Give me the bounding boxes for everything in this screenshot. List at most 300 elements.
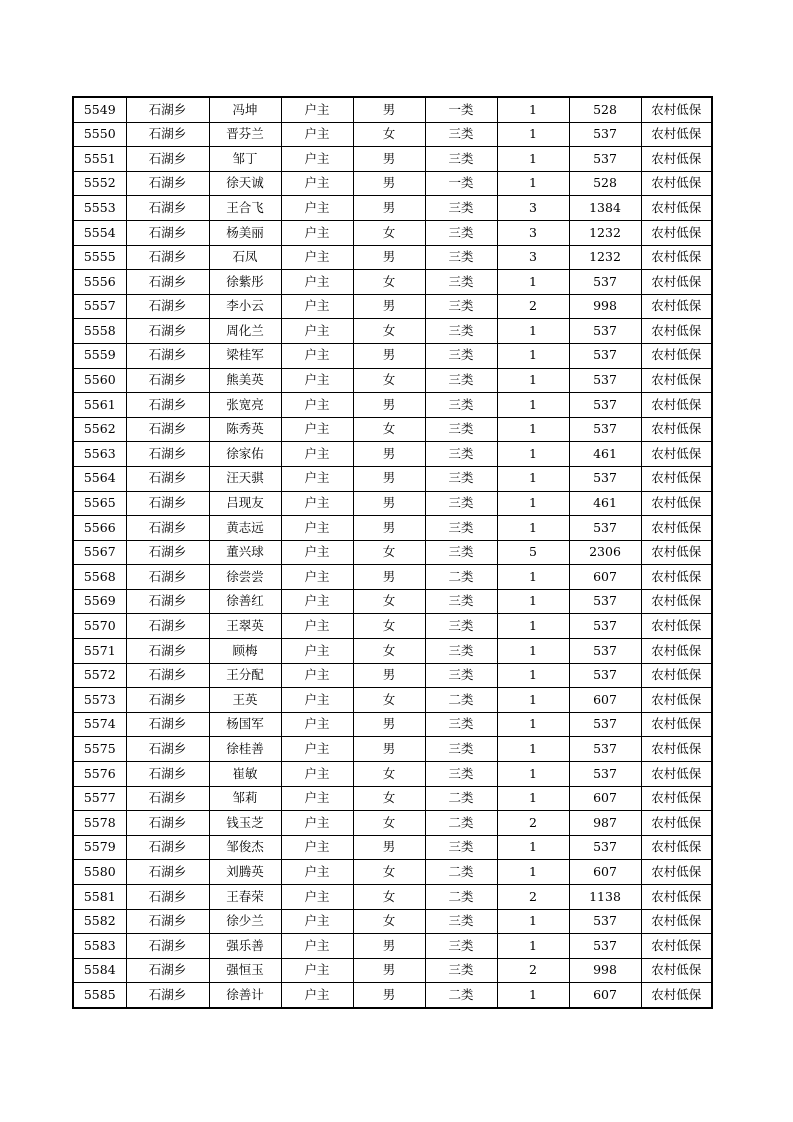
table-row [73, 270, 712, 295]
row-number-cell: 5573 [73, 688, 126, 713]
category-cell: 二类 [425, 885, 497, 910]
township-cell: 石湖乡 [126, 220, 209, 245]
gender-cell: 男 [353, 343, 425, 368]
row-number-cell: 5578 [73, 811, 126, 836]
row-number-cell: 5553 [73, 196, 126, 221]
name-cell: 强恒玉 [209, 958, 281, 983]
household-size-cell: 3 [497, 220, 569, 245]
table-row [73, 122, 712, 147]
relation-cell: 户主 [281, 983, 353, 1008]
household-size-cell: 1 [497, 762, 569, 787]
row-number-cell: 5567 [73, 540, 126, 565]
category-cell: 二类 [425, 860, 497, 885]
category-cell: 三类 [425, 934, 497, 959]
program-cell: 农村低保 [641, 934, 712, 959]
amount-cell: 537 [569, 343, 641, 368]
row-number-cell: 5555 [73, 245, 126, 270]
name-cell: 刘腾英 [209, 860, 281, 885]
township-cell: 石湖乡 [126, 319, 209, 344]
table-row [73, 663, 712, 688]
gender-cell: 男 [353, 663, 425, 688]
household-size-cell: 1 [497, 983, 569, 1008]
table-row [73, 762, 712, 787]
household-size-cell: 1 [497, 122, 569, 147]
category-cell: 二类 [425, 811, 497, 836]
township-cell: 石湖乡 [126, 516, 209, 541]
name-cell: 邹丁 [209, 147, 281, 172]
row-number-cell: 5568 [73, 565, 126, 590]
relation-cell: 户主 [281, 516, 353, 541]
amount-cell: 537 [569, 270, 641, 295]
name-cell: 邹莉 [209, 786, 281, 811]
township-cell: 石湖乡 [126, 639, 209, 664]
name-cell: 冯坤 [209, 97, 281, 122]
name-cell: 崔敏 [209, 762, 281, 787]
household-size-cell: 5 [497, 540, 569, 565]
amount-cell: 1232 [569, 220, 641, 245]
category-cell: 二类 [425, 983, 497, 1008]
gender-cell: 男 [353, 983, 425, 1008]
amount-cell: 1384 [569, 196, 641, 221]
relation-cell: 户主 [281, 565, 353, 590]
program-cell: 农村低保 [641, 122, 712, 147]
row-number-cell: 5552 [73, 171, 126, 196]
name-cell: 徐少兰 [209, 909, 281, 934]
program-cell: 农村低保 [641, 220, 712, 245]
category-cell: 三类 [425, 589, 497, 614]
household-size-cell: 1 [497, 688, 569, 713]
program-cell: 农村低保 [641, 811, 712, 836]
household-size-cell: 2 [497, 958, 569, 983]
gender-cell: 女 [353, 270, 425, 295]
amount-cell: 537 [569, 147, 641, 172]
household-size-cell: 1 [497, 171, 569, 196]
township-cell: 石湖乡 [126, 712, 209, 737]
township-cell: 石湖乡 [126, 958, 209, 983]
category-cell: 三类 [425, 319, 497, 344]
program-cell: 农村低保 [641, 860, 712, 885]
amount-cell: 537 [569, 663, 641, 688]
program-cell: 农村低保 [641, 343, 712, 368]
gender-cell: 男 [353, 835, 425, 860]
program-cell: 农村低保 [641, 97, 712, 122]
township-cell: 石湖乡 [126, 934, 209, 959]
category-cell: 三类 [425, 393, 497, 418]
row-number-cell: 5583 [73, 934, 126, 959]
name-cell: 顾梅 [209, 639, 281, 664]
amount-cell: 537 [569, 589, 641, 614]
household-size-cell: 1 [497, 516, 569, 541]
name-cell: 王翠英 [209, 614, 281, 639]
category-cell: 三类 [425, 639, 497, 664]
relation-cell: 户主 [281, 491, 353, 516]
amount-cell: 607 [569, 860, 641, 885]
township-cell: 石湖乡 [126, 491, 209, 516]
table-row [73, 171, 712, 196]
gender-cell: 男 [353, 565, 425, 590]
name-cell: 王分配 [209, 663, 281, 688]
amount-cell: 537 [569, 417, 641, 442]
township-cell: 石湖乡 [126, 294, 209, 319]
township-cell: 石湖乡 [126, 196, 209, 221]
program-cell: 农村低保 [641, 885, 712, 910]
row-number-cell: 5575 [73, 737, 126, 762]
household-size-cell: 1 [497, 270, 569, 295]
township-cell: 石湖乡 [126, 270, 209, 295]
relation-cell: 户主 [281, 97, 353, 122]
relation-cell: 户主 [281, 245, 353, 270]
table-row [73, 811, 712, 836]
amount-cell: 528 [569, 171, 641, 196]
table-row [73, 958, 712, 983]
name-cell: 徐桂善 [209, 737, 281, 762]
household-size-cell: 1 [497, 147, 569, 172]
category-cell: 三类 [425, 909, 497, 934]
township-cell: 石湖乡 [126, 589, 209, 614]
name-cell: 晋芬兰 [209, 122, 281, 147]
row-number-cell: 5559 [73, 343, 126, 368]
township-cell: 石湖乡 [126, 811, 209, 836]
township-cell: 石湖乡 [126, 147, 209, 172]
row-number-cell: 5582 [73, 909, 126, 934]
township-cell: 石湖乡 [126, 343, 209, 368]
name-cell: 徐善计 [209, 983, 281, 1008]
table-row [73, 516, 712, 541]
relation-cell: 户主 [281, 368, 353, 393]
township-cell: 石湖乡 [126, 663, 209, 688]
category-cell: 三类 [425, 663, 497, 688]
gender-cell: 男 [353, 147, 425, 172]
roster-body [73, 97, 712, 1008]
table-row [73, 737, 712, 762]
category-cell: 三类 [425, 712, 497, 737]
household-size-cell: 1 [497, 442, 569, 467]
relation-cell: 户主 [281, 442, 353, 467]
household-size-cell: 1 [497, 860, 569, 885]
household-size-cell: 3 [497, 196, 569, 221]
name-cell: 张宽亮 [209, 393, 281, 418]
relation-cell: 户主 [281, 147, 353, 172]
row-number-cell: 5566 [73, 516, 126, 541]
program-cell: 农村低保 [641, 196, 712, 221]
name-cell: 李小云 [209, 294, 281, 319]
table-row [73, 835, 712, 860]
row-number-cell: 5584 [73, 958, 126, 983]
gender-cell: 男 [353, 712, 425, 737]
relation-cell: 户主 [281, 663, 353, 688]
program-cell: 农村低保 [641, 147, 712, 172]
township-cell: 石湖乡 [126, 540, 209, 565]
township-cell: 石湖乡 [126, 885, 209, 910]
category-cell: 三类 [425, 294, 497, 319]
category-cell: 三类 [425, 516, 497, 541]
row-number-cell: 5579 [73, 835, 126, 860]
row-number-cell: 5550 [73, 122, 126, 147]
amount-cell: 607 [569, 565, 641, 590]
category-cell: 三类 [425, 270, 497, 295]
relation-cell: 户主 [281, 393, 353, 418]
amount-cell: 537 [569, 516, 641, 541]
program-cell: 农村低保 [641, 393, 712, 418]
category-cell: 二类 [425, 688, 497, 713]
name-cell: 石凤 [209, 245, 281, 270]
township-cell: 石湖乡 [126, 97, 209, 122]
township-cell: 石湖乡 [126, 786, 209, 811]
relation-cell: 户主 [281, 639, 353, 664]
table-row [73, 220, 712, 245]
row-number-cell: 5554 [73, 220, 126, 245]
table-row [73, 147, 712, 172]
table-row [73, 466, 712, 491]
program-cell: 农村低保 [641, 663, 712, 688]
row-number-cell: 5562 [73, 417, 126, 442]
household-size-cell: 1 [497, 343, 569, 368]
amount-cell: 528 [569, 97, 641, 122]
household-size-cell: 1 [497, 491, 569, 516]
relation-cell: 户主 [281, 712, 353, 737]
township-cell: 石湖乡 [126, 983, 209, 1008]
gender-cell: 女 [353, 762, 425, 787]
row-number-cell: 5571 [73, 639, 126, 664]
table-row [73, 860, 712, 885]
name-cell: 邹俊杰 [209, 835, 281, 860]
table-row [73, 934, 712, 959]
table-row [73, 540, 712, 565]
program-cell: 农村低保 [641, 319, 712, 344]
category-cell: 三类 [425, 220, 497, 245]
name-cell: 熊美英 [209, 368, 281, 393]
gender-cell: 男 [353, 737, 425, 762]
township-cell: 石湖乡 [126, 122, 209, 147]
category-cell: 三类 [425, 762, 497, 787]
name-cell: 黄志远 [209, 516, 281, 541]
gender-cell: 女 [353, 540, 425, 565]
program-cell: 农村低保 [641, 835, 712, 860]
gender-cell: 男 [353, 516, 425, 541]
program-cell: 农村低保 [641, 909, 712, 934]
township-cell: 石湖乡 [126, 442, 209, 467]
gender-cell: 女 [353, 885, 425, 910]
name-cell: 徐善红 [209, 589, 281, 614]
name-cell: 王春荣 [209, 885, 281, 910]
table-row [73, 417, 712, 442]
table-row [73, 393, 712, 418]
gender-cell: 男 [353, 196, 425, 221]
category-cell: 三类 [425, 835, 497, 860]
relation-cell: 户主 [281, 762, 353, 787]
relation-cell: 户主 [281, 319, 353, 344]
household-size-cell: 1 [497, 368, 569, 393]
program-cell: 农村低保 [641, 294, 712, 319]
relation-cell: 户主 [281, 688, 353, 713]
category-cell: 三类 [425, 417, 497, 442]
gender-cell: 男 [353, 934, 425, 959]
name-cell: 王英 [209, 688, 281, 713]
name-cell: 徐天诚 [209, 171, 281, 196]
row-number-cell: 5549 [73, 97, 126, 122]
category-cell: 三类 [425, 614, 497, 639]
gender-cell: 男 [353, 245, 425, 270]
row-number-cell: 5560 [73, 368, 126, 393]
amount-cell: 537 [569, 934, 641, 959]
name-cell: 吕现友 [209, 491, 281, 516]
row-number-cell: 5564 [73, 466, 126, 491]
table-row [73, 343, 712, 368]
relation-cell: 户主 [281, 343, 353, 368]
name-cell: 董兴球 [209, 540, 281, 565]
program-cell: 农村低保 [641, 466, 712, 491]
name-cell: 杨国军 [209, 712, 281, 737]
amount-cell: 2306 [569, 540, 641, 565]
relation-cell: 户主 [281, 220, 353, 245]
category-cell: 三类 [425, 343, 497, 368]
gender-cell: 女 [353, 417, 425, 442]
table-row [73, 786, 712, 811]
amount-cell: 537 [569, 466, 641, 491]
township-cell: 石湖乡 [126, 565, 209, 590]
gender-cell: 男 [353, 466, 425, 491]
row-number-cell: 5557 [73, 294, 126, 319]
table-row [73, 614, 712, 639]
program-cell: 农村低保 [641, 983, 712, 1008]
amount-cell: 998 [569, 294, 641, 319]
row-number-cell: 5570 [73, 614, 126, 639]
name-cell: 杨美丽 [209, 220, 281, 245]
program-cell: 农村低保 [641, 958, 712, 983]
township-cell: 石湖乡 [126, 835, 209, 860]
program-cell: 农村低保 [641, 614, 712, 639]
gender-cell: 男 [353, 393, 425, 418]
amount-cell: 537 [569, 762, 641, 787]
table-row [73, 983, 712, 1008]
row-number-cell: 5561 [73, 393, 126, 418]
row-number-cell: 5565 [73, 491, 126, 516]
relief-roster-table [72, 96, 713, 1009]
amount-cell: 461 [569, 442, 641, 467]
program-cell: 农村低保 [641, 245, 712, 270]
category-cell: 三类 [425, 737, 497, 762]
amount-cell: 461 [569, 491, 641, 516]
table-row [73, 712, 712, 737]
household-size-cell: 1 [497, 589, 569, 614]
row-number-cell: 5574 [73, 712, 126, 737]
township-cell: 石湖乡 [126, 245, 209, 270]
table-row [73, 196, 712, 221]
relation-cell: 户主 [281, 589, 353, 614]
amount-cell: 537 [569, 393, 641, 418]
program-cell: 农村低保 [641, 762, 712, 787]
table-row [73, 688, 712, 713]
household-size-cell: 1 [497, 934, 569, 959]
category-cell: 一类 [425, 97, 497, 122]
amount-cell: 537 [569, 122, 641, 147]
gender-cell: 女 [353, 688, 425, 713]
gender-cell: 女 [353, 122, 425, 147]
row-number-cell: 5581 [73, 885, 126, 910]
category-cell: 二类 [425, 786, 497, 811]
gender-cell: 女 [353, 589, 425, 614]
row-number-cell: 5556 [73, 270, 126, 295]
relation-cell: 户主 [281, 270, 353, 295]
township-cell: 石湖乡 [126, 614, 209, 639]
household-size-cell: 1 [497, 737, 569, 762]
household-size-cell: 1 [497, 417, 569, 442]
row-number-cell: 5572 [73, 663, 126, 688]
relation-cell: 户主 [281, 540, 353, 565]
name-cell: 徐家佑 [209, 442, 281, 467]
household-size-cell: 1 [497, 466, 569, 491]
gender-cell: 男 [353, 958, 425, 983]
program-cell: 农村低保 [641, 589, 712, 614]
gender-cell: 男 [353, 97, 425, 122]
amount-cell: 1138 [569, 885, 641, 910]
amount-cell: 1232 [569, 245, 641, 270]
program-cell: 农村低保 [641, 688, 712, 713]
township-cell: 石湖乡 [126, 762, 209, 787]
program-cell: 农村低保 [641, 417, 712, 442]
program-cell: 农村低保 [641, 565, 712, 590]
amount-cell: 998 [569, 958, 641, 983]
relation-cell: 户主 [281, 171, 353, 196]
township-cell: 石湖乡 [126, 417, 209, 442]
township-cell: 石湖乡 [126, 909, 209, 934]
program-cell: 农村低保 [641, 786, 712, 811]
gender-cell: 女 [353, 639, 425, 664]
name-cell: 钱玉芝 [209, 811, 281, 836]
gender-cell: 男 [353, 491, 425, 516]
name-cell: 梁桂军 [209, 343, 281, 368]
township-cell: 石湖乡 [126, 860, 209, 885]
household-size-cell: 1 [497, 909, 569, 934]
amount-cell: 537 [569, 639, 641, 664]
township-cell: 石湖乡 [126, 171, 209, 196]
amount-cell: 537 [569, 319, 641, 344]
program-cell: 农村低保 [641, 712, 712, 737]
gender-cell: 女 [353, 368, 425, 393]
amount-cell: 607 [569, 786, 641, 811]
row-number-cell: 5569 [73, 589, 126, 614]
category-cell: 三类 [425, 368, 497, 393]
name-cell: 王合飞 [209, 196, 281, 221]
relation-cell: 户主 [281, 811, 353, 836]
row-number-cell: 5576 [73, 762, 126, 787]
relation-cell: 户主 [281, 466, 353, 491]
row-number-cell: 5580 [73, 860, 126, 885]
program-cell: 农村低保 [641, 442, 712, 467]
household-size-cell: 3 [497, 245, 569, 270]
row-number-cell: 5563 [73, 442, 126, 467]
household-size-cell: 1 [497, 835, 569, 860]
table-row [73, 885, 712, 910]
relation-cell: 户主 [281, 934, 353, 959]
program-cell: 农村低保 [641, 270, 712, 295]
amount-cell: 537 [569, 737, 641, 762]
name-cell: 徐紫彤 [209, 270, 281, 295]
program-cell: 农村低保 [641, 171, 712, 196]
table-row [73, 909, 712, 934]
row-number-cell: 5551 [73, 147, 126, 172]
amount-cell: 987 [569, 811, 641, 836]
program-cell: 农村低保 [641, 639, 712, 664]
amount-cell: 537 [569, 614, 641, 639]
table-row [73, 639, 712, 664]
category-cell: 三类 [425, 540, 497, 565]
gender-cell: 女 [353, 860, 425, 885]
table-row [73, 319, 712, 344]
category-cell: 三类 [425, 958, 497, 983]
category-cell: 三类 [425, 196, 497, 221]
row-number-cell: 5558 [73, 319, 126, 344]
